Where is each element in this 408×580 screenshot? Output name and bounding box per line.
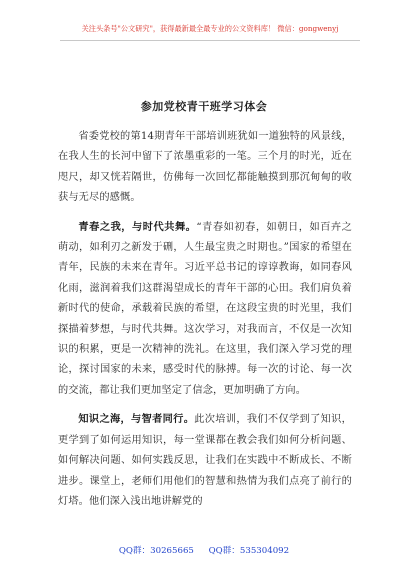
paragraph-youth bbox=[58, 217, 352, 402]
paragraph-text: “青春如初春，如朝日，如百卉之萌动，如利刃之新发于硎，人生最宝贵之时期也。”国家的希望在青年，民族的未来在青年。习近平总书记的谆谆教诲，如同春风化雨，滋润着我们这群渴望成长的青年干部的心田。我们肩负着新时代的使命，承载着民族的希望，在这段宝贵的时光里，我们探描着梦想，与时代共舞。这次学习，对我而言，不仅是一次知识的积累，更是一次精神的洗礼。在这里，我们深入学习党的理论，探讨国家的未来，感受时代的脉搏。每一次的讨论、每一次的交流，都让我们更加坚定了信念，更加明确了方向。 bbox=[58, 221, 352, 396]
qq-group-secondary: QQ群：535304092 bbox=[208, 546, 290, 556]
paragraph-lead: 青春之我，与时代共舞。 bbox=[78, 220, 197, 233]
paragraph-lead: 知识之海，与智者同行。 bbox=[78, 413, 195, 426]
promo-header: 关注头条号"公文研究"，获得最新最全最专业的公文资料库！ 微信：gongwenyj bbox=[81, 24, 339, 33]
qq-group-primary: QQ群：30265665 bbox=[118, 546, 194, 556]
paragraph-text: 此次培训，我们不仅学到了知识，更学到了如何运用知识，每一堂课都在教会我们如何分析问题、如何解决问题、如何实践反思，让我们在实践中不断成长、不断进步。课堂上，老师们用他们的智慧和热情为我们点亮了前行的灯塔。他们深入浅出地讲解党的 bbox=[58, 414, 352, 507]
header-divider bbox=[60, 40, 360, 41]
footer-contacts bbox=[0, 544, 408, 556]
paragraph-text: 省委党校的第14期青年干部培训班犹如一道独特的风景线，在我人生的长河中留下了浓墨重彩的一笔。三个月的时光，近在咫尺，却又恍若隔世，仿佛每一次回忆都能触摸到那沉甸甸的收获与无尽的感慨。 bbox=[58, 131, 352, 204]
document-body bbox=[58, 126, 352, 512]
document-title: 参加党校青干班学习体会 bbox=[140, 100, 268, 113]
paragraph-intro bbox=[58, 126, 352, 209]
paragraph-knowledge bbox=[58, 409, 352, 512]
